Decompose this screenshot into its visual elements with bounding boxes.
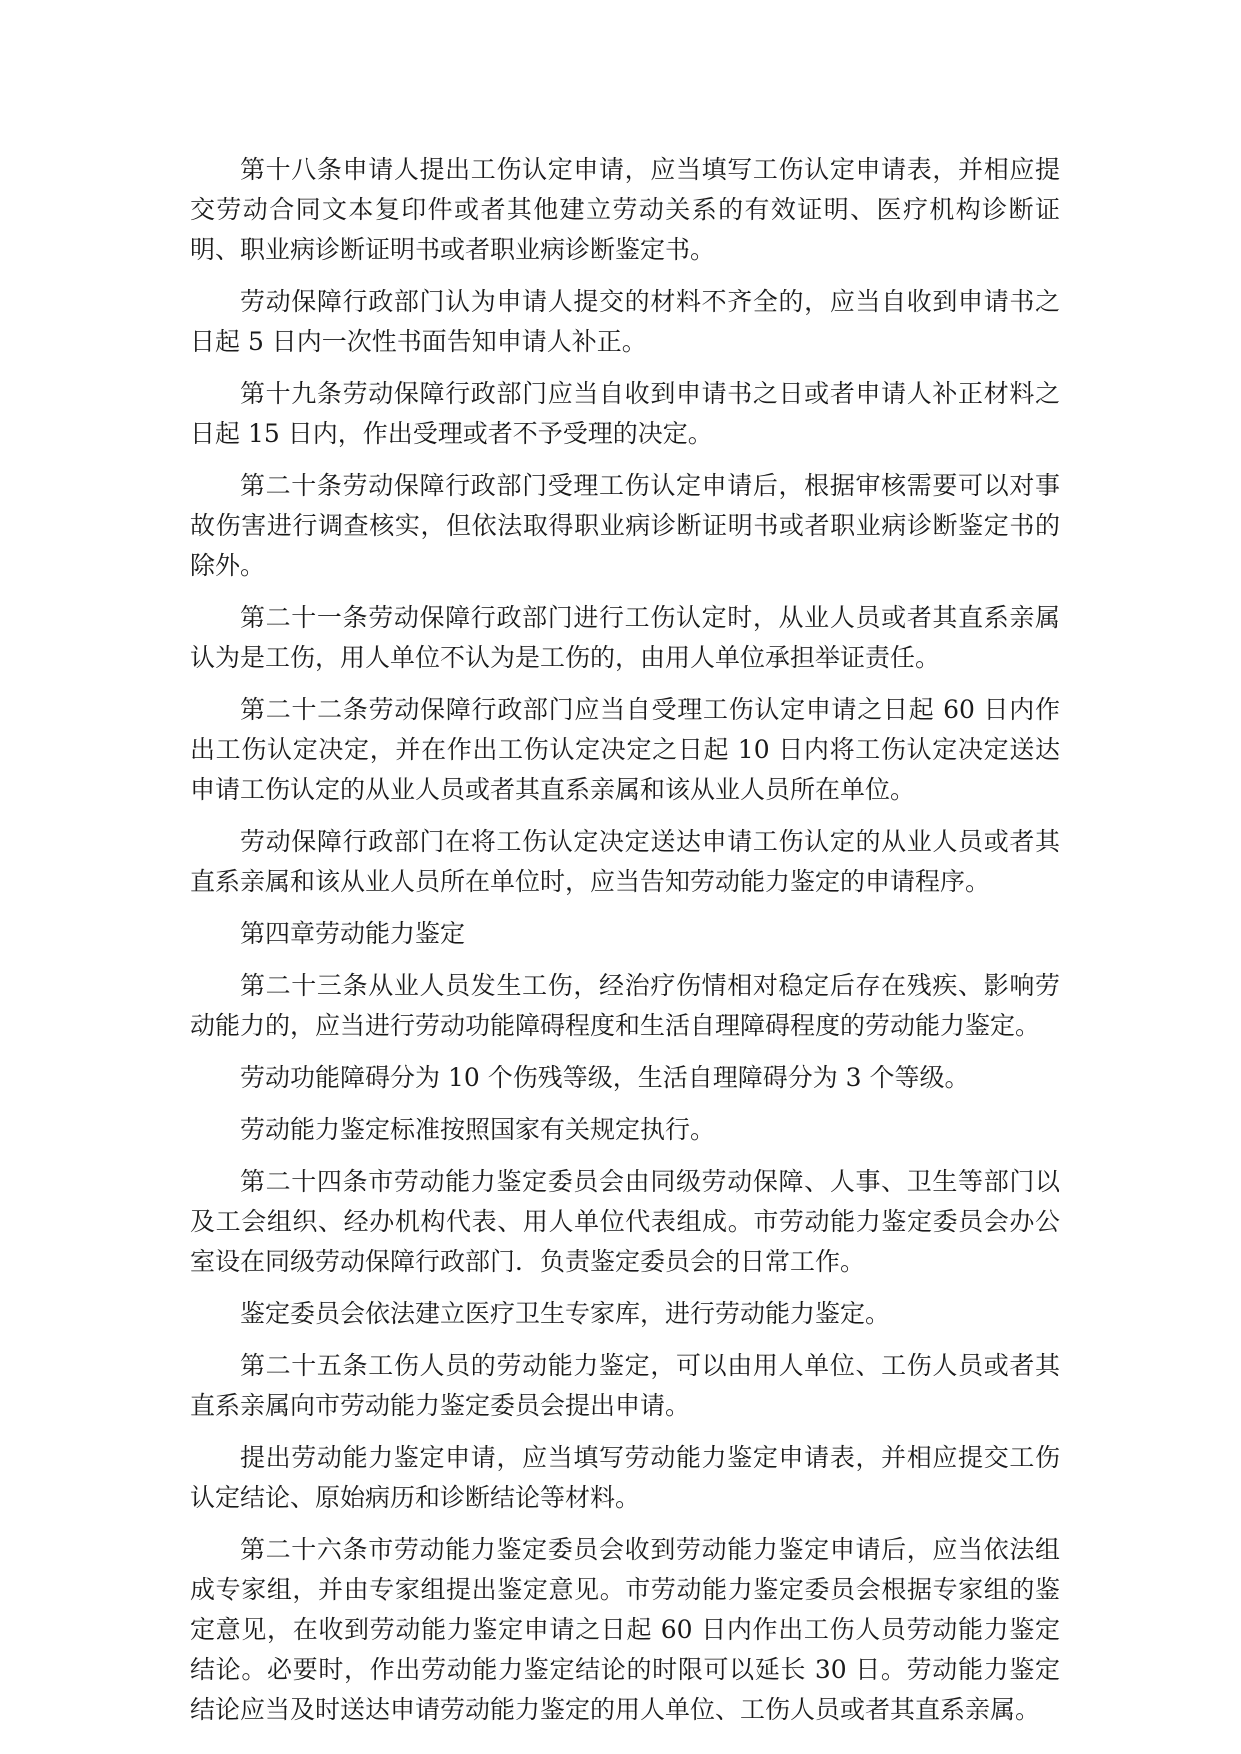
paragraph-expert-database: 鉴定委员会依法建立医疗卫生专家库，进行劳动能力鉴定。 bbox=[240, 1299, 891, 1328]
paragraph-article-24: 第二十四条市劳动能力鉴定委员会由同级劳动保障、人事、卫生等部门以及工会组织、经办机构代表、用人单位代表组成。市劳动能力鉴定委员会办公室设在同级劳动保障行政部门．负责鉴定委员会的日常工作。 bbox=[190, 1167, 1060, 1276]
paragraph-article-19: 第十九条劳动保障行政部门应当自收到申请书之日或者申请人补正材料之日起 15 日内，作出受理或者不予受理的决定。 bbox=[190, 379, 1060, 448]
paragraph-assessment-standard: 劳动能力鉴定标准按照国家有关规定执行。 bbox=[240, 1115, 716, 1144]
paragraph-article-21: 第二十一条劳动保障行政部门进行工伤认定时，从业人员或者其直系亲属认为是工伤，用人单位不认为是工伤的，由用人单位承担举证责任。 bbox=[190, 603, 1060, 672]
paragraph-article-22-notice: 劳动保障行政部门在将工伤认定决定送达申请工伤认定的从业人员或者其直系亲属和该从业人员所在单位时，应当告知劳动能力鉴定的申请程序。 bbox=[190, 827, 1060, 896]
paragraph-article-26: 第二十六条市劳动能力鉴定委员会收到劳动能力鉴定申请后，应当依法组成专家组，并由专家组提出鉴定意见。市劳动能力鉴定委员会根据专家组的鉴定意见，在收到劳动能力鉴定申请之日起 60 日内作出工伤人员劳动能力鉴定结论。必要时，作出劳动能力鉴定结论的时限可以延长 30 日。劳动能力鉴定结论应当及时送达申请劳动能力鉴定的用人单位、工伤人员或者其直系亲属。 bbox=[190, 1535, 1060, 1724]
document-body bbox=[190, 150, 1060, 1742]
paragraph-article-22: 第二十二条劳动保障行政部门应当自受理工伤认定申请之日起 60 日内作出工伤认定决定，并在作出工伤认定决定之日起 10 日内将工伤认定决定送达申请工伤认定的从业人员或者其直系亲属和该从业人员所在单位。 bbox=[190, 695, 1060, 804]
paragraph-article-18: 第十八条申请人提出工伤认定申请，应当填写工伤认定申请表，并相应提交劳动合同文本复印件或者其他建立劳动关系的有效证明、医疗机构诊断证明、职业病诊断证明书或者职业病诊断鉴定书。 bbox=[190, 155, 1060, 264]
paragraph-article-18-supplement: 劳动保障行政部门认为申请人提交的材料不齐全的，应当自收到申请书之日起 5 日内一次性书面告知申请人补正。 bbox=[190, 287, 1060, 356]
paragraph-application-materials: 提出劳动能力鉴定申请，应当填写劳动能力鉴定申请表，并相应提交工伤认定结论、原始病历和诊断结论等材料。 bbox=[190, 1443, 1060, 1512]
paragraph-disability-grades: 劳动功能障碍分为 10 个伤残等级，生活自理障碍分为 3 个等级。 bbox=[240, 1063, 970, 1092]
paragraph-article-25: 第二十五条工伤人员的劳动能力鉴定，可以由用人单位、工伤人员或者其直系亲属向市劳动能力鉴定委员会提出申请。 bbox=[190, 1351, 1060, 1420]
paragraph-article-20: 第二十条劳动保障行政部门受理工伤认定申请后，根据审核需要可以对事故伤害进行调查核实，但依法取得职业病诊断证明书或者职业病诊断鉴定书的除外。 bbox=[190, 471, 1060, 580]
chapter-heading-4: 第四章劳动能力鉴定 bbox=[240, 919, 466, 948]
paragraph-article-23: 第二十三条从业人员发生工伤，经治疗伤情相对稳定后存在残疾、影响劳动能力的，应当进行劳动功能障碍程度和生活自理障碍程度的劳动能力鉴定。 bbox=[190, 971, 1060, 1040]
